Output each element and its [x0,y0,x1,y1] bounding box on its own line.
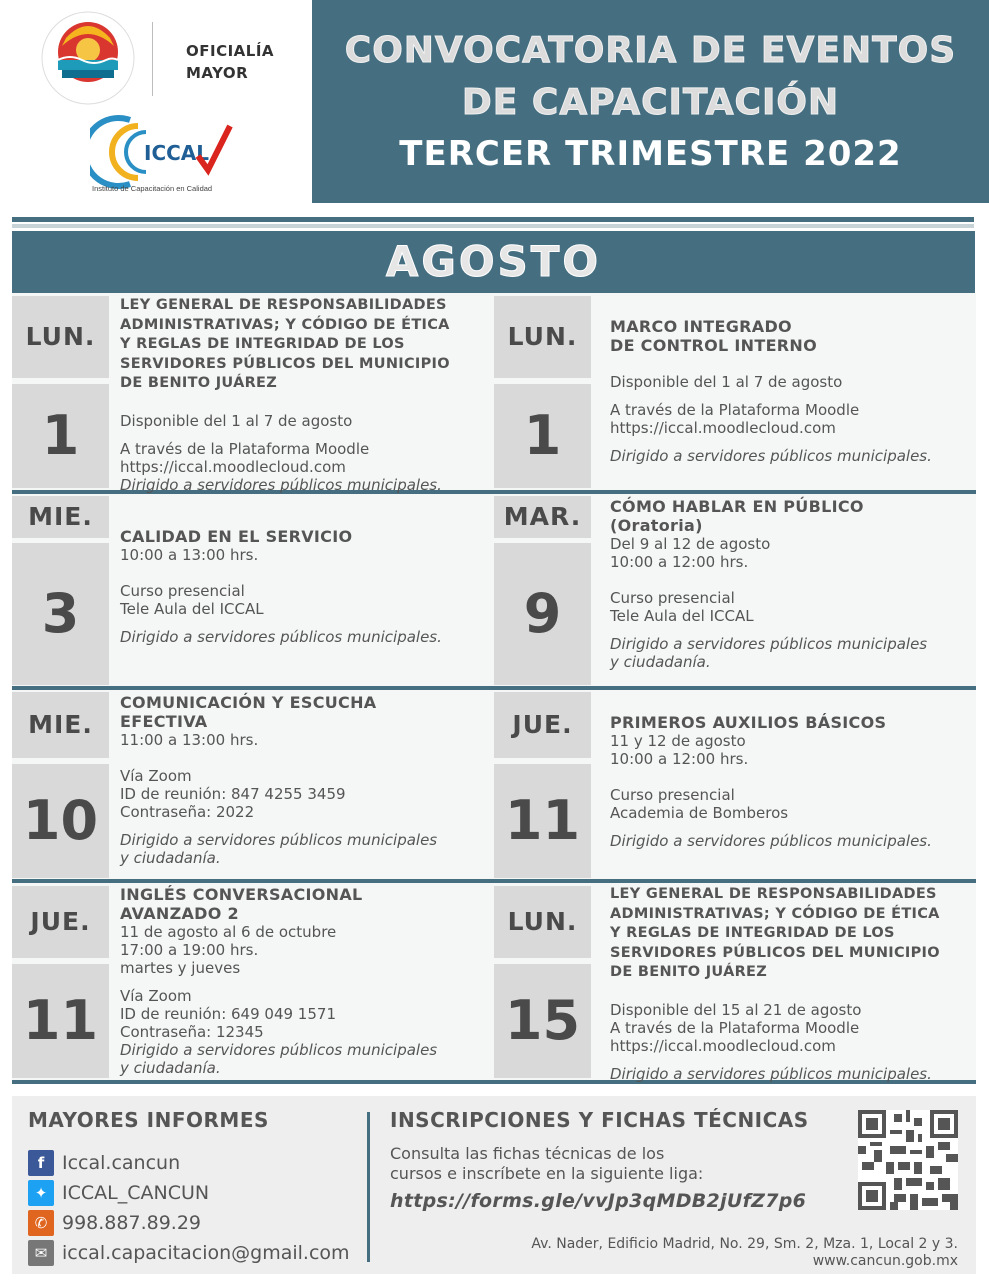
day-number-box [494,964,591,1078]
event-place: Tele Aula del ICCAL [120,600,264,618]
event-audience: Dirigido a servidores públicos municipales. [610,447,932,465]
event-platform: A través de la Plataforma Moodle [120,439,370,458]
event-meeting-id: ID de reunión: 649 049 1571 [120,1005,336,1023]
event-password: Contraseña: 2022 [120,803,255,821]
event-title-line: PRIMEROS AUXILIOS BÁSICOS [610,713,887,732]
qr-code-icon[interactable] [858,1110,958,1210]
title-banner [312,0,989,203]
event-place: Tele Aula del ICCAL [610,607,754,625]
day-number: 3 [41,582,80,645]
day-name: MIE. [28,710,93,739]
event-card [120,885,490,1077]
month-label: AGOSTO [385,237,602,286]
contact-twitter[interactable] [28,1180,209,1206]
event-url[interactable]: https://iccal.moodlecloud.com [120,457,346,476]
day-number-box [12,964,109,1078]
event-audience: Dirigido a servidores públicos municipales. [120,475,442,494]
event-title-line: DE CONTROL INTERNO [610,336,818,355]
day-name: LUN. [507,907,578,936]
event-schedule: 10:00 a 13:00 hrs. [120,546,259,564]
event-title-line: EFECTIVA [120,712,208,731]
event-audience: y ciudadanía. [610,653,711,671]
day-number: 10 [22,789,99,852]
event-title-line: CÓMO HABLAR EN PÚBLICO [610,497,864,516]
contact-text: 998.887.89.29 [62,1212,202,1234]
event-title-line: COMUNICACIÓN Y ESCUCHA [120,693,377,712]
day-number: 11 [504,789,581,852]
day-name-box [12,692,109,758]
registration-description [390,1144,720,1184]
day-name: JUE. [30,907,91,936]
event-audience: Dirigido a servidores públicos municipales. [610,1064,932,1083]
event-url[interactable]: https://iccal.moodlecloud.com [610,419,836,437]
row-separator [12,686,976,690]
event-title-line: SERVIDORES PÚBLICOS DEL MUNICIPIO [610,944,940,961]
event-schedule: 10:00 a 12:00 hrs. [610,553,749,571]
event-audience: Dirigido a servidores públicos municipales [610,635,928,653]
event-title-line: AVANZADO 2 [120,904,239,923]
day-number-box [12,543,109,685]
event-mode: Vía Zoom [120,767,192,785]
day-name-box [12,296,109,378]
title-line-2: DE CAPACITACIÓN [461,82,840,123]
day-number-box [494,764,591,878]
event-card [120,693,490,867]
footer [12,1096,976,1274]
event-mode: Curso presencial [610,589,735,607]
day-number: 15 [504,989,581,1052]
svg-text:ICCAL: ICCAL [144,141,210,165]
event-place: Academia de Bomberos [610,804,789,822]
event-title-line: Y REGLAS DE INTEGRIDAD DE LOS [120,336,405,352]
day-name: LUN. [25,322,96,351]
event-audience: Dirigido a servidores públicos municipales [120,831,438,849]
event-dates: 11 y 12 de agosto [610,732,746,750]
event-title-line: ADMINISTRATIVAS; Y CÓDIGO DE ÉTICA [610,905,940,922]
event-audience: Dirigido a servidores públicos municipales. [120,628,442,646]
event-mode: Vía Zoom [120,987,192,1005]
contact-phone[interactable] [28,1210,201,1236]
day-number: 1 [41,404,80,467]
contact-facebook[interactable] [28,1150,180,1176]
event-title-line: DE BENITO JUÁREZ [120,375,278,391]
contact-text: iccal.capacitacion@gmail.com [62,1242,350,1264]
event-availability: Disponible del 15 al 21 de agosto [610,1000,862,1019]
day-number-box [12,764,109,878]
event-card [610,713,974,850]
event-schedule: 10:00 a 12:00 hrs. [610,750,749,768]
facebook-icon: f [28,1150,54,1176]
header [0,0,989,206]
title-line-1: CONVOCATORIA DE EVENTOS [344,30,957,71]
title-line-3: TERCER TRIMESTRE 2022 [399,134,902,174]
event-availability: Disponible del 1 al 7 de agosto [120,411,353,430]
event-audience: Dirigido a servidores públicos municipales. [610,832,932,850]
event-card [120,527,490,646]
event-audience: y ciudadanía. [120,1059,221,1077]
event-audience: Dirigido a servidores públicos municipales [120,1041,438,1059]
day-number-box [494,384,591,488]
contact-text: ICCAL_CANCUN [62,1182,210,1204]
org-line-2: MAYOR [186,64,249,82]
mail-icon: ✉ [28,1240,54,1266]
day-name: MAR. [503,502,582,531]
day-name: MIE. [28,502,93,531]
event-title-line: MARCO INTEGRADO [610,317,792,336]
registration-title: INSCRIPCIONES Y FICHAS TÉCNICAS [390,1108,809,1132]
info-title: MAYORES INFORMES [28,1108,269,1132]
day-name: LUN. [507,322,578,351]
org-line-1: OFICIALÍA [186,42,275,60]
event-title-line: LEY GENERAL DE RESPONSABILIDADES [610,886,937,902]
day-name-box [494,496,591,538]
registration-link[interactable]: https://forms.gle/vvJp3qMDB2jUfZ7p6 [390,1190,807,1212]
event-card [120,296,490,494]
iccal-subtitle: Instituto de Capacitación en Calidad [92,184,213,193]
event-mode: Curso presencial [120,582,245,600]
day-name-box [12,496,109,538]
day-name: JUE. [512,710,573,739]
event-password: Contraseña: 12345 [120,1023,264,1041]
day-name-box [494,296,591,378]
org-name [186,40,274,84]
event-title-line: Y REGLAS DE INTEGRIDAD DE LOS [610,925,895,941]
event-card [610,317,974,465]
event-title-line: INGLÉS CONVERSACIONAL [120,885,363,904]
registration-description-line: Consulta las fichas técnicas de los [390,1144,665,1163]
logo-area [0,0,305,206]
event-availability: Disponible del 1 al 7 de agosto [610,373,843,391]
day-number: 11 [22,989,99,1052]
event-mode: Curso presencial [610,786,735,804]
day-name-box [494,692,591,758]
day-name-box [494,886,591,958]
phone-icon: ✆ [28,1210,54,1236]
logo-divider [152,22,153,96]
benito-juarez-seal-logo [40,10,136,106]
event-title-line: (Oratoria) [610,516,703,535]
footer-divider [367,1112,370,1262]
event-audience: y ciudadanía. [120,849,221,867]
website-link[interactable]: www.cancun.gob.mx [812,1253,958,1269]
event-platform: A través de la Plataforma Moodle [610,401,860,419]
event-title-line: DE BENITO JUÁREZ [610,964,768,980]
event-meeting-id: ID de reunión: 847 4255 3459 [120,785,346,803]
day-number: 1 [523,404,562,467]
event-platform: A través de la Plataforma Moodle [610,1018,860,1037]
event-title-line: SERVIDORES PÚBLICOS DEL MUNICIPIO [120,355,450,372]
top-rule-light [12,224,974,228]
contact-text: Iccal.cancun [62,1152,181,1174]
event-title-line: ADMINISTRATIVAS; Y CÓDIGO DE ÉTICA [120,316,450,333]
event-title-line: CALIDAD EN EL SERVICIO [120,527,353,546]
day-number-box [494,543,591,685]
event-schedule: 17:00 a 19:00 hrs. [120,941,259,959]
event-dates: Del 9 al 12 de agosto [610,535,771,553]
address-text: Av. Nader, Edificio Madrid, No. 29, Sm. 2, Mza. 1, Local 2 y 3. [531,1236,958,1252]
day-name-box [12,886,109,958]
contact-email[interactable] [28,1240,350,1266]
event-dates: 11 de agosto al 6 de octubre [120,923,337,941]
event-url[interactable]: https://iccal.moodlecloud.com [610,1036,836,1055]
day-number-box [12,384,109,488]
event-card [610,497,974,671]
twitter-icon: ✦ [28,1180,54,1206]
row-separator [12,879,976,883]
day-number: 9 [523,582,562,645]
event-card [610,885,974,1083]
registration-description-line: cursos e inscríbete en la siguiente liga: [390,1164,704,1183]
event-title-line: LEY GENERAL DE RESPONSABILIDADES [120,297,447,313]
top-rule [12,217,974,222]
address-block [531,1236,958,1270]
event-days: martes y jueves [120,959,241,977]
month-bar [12,231,975,293]
event-schedule: 11:00 a 13:00 hrs. [120,731,259,749]
